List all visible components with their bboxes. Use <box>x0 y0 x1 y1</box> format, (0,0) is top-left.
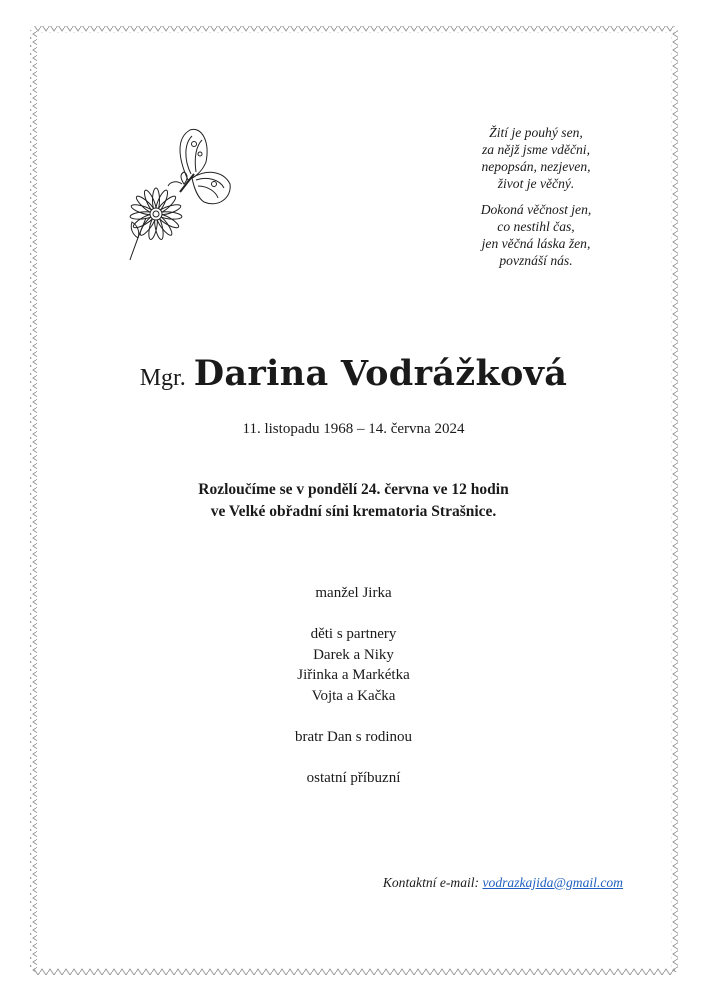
mourner-line: Jiřinka a Markétka <box>297 667 410 683</box>
poem-line: jen věčná láska žen, <box>481 236 591 251</box>
poem-line: Žití je pouhý sen, <box>489 125 583 140</box>
poem-stanza <box>440 124 632 192</box>
daisy-icon <box>130 188 182 260</box>
mourner-group <box>0 727 707 748</box>
mourner-line: bratr Dan s rodinou <box>294 728 413 745</box>
poem-line: Dokoná věčnost jen, <box>480 202 592 217</box>
ceremony-line: Rozloučíme se v pondělí 24. června ve 12 hodin <box>198 481 509 498</box>
poem-line: život je věčný. <box>497 176 575 191</box>
butterfly-daisy-illustration <box>118 122 240 264</box>
contact-email-link[interactable]: vodrazkajida@gmail.com <box>482 875 623 890</box>
poem-line: co nestihl čas, <box>497 219 575 234</box>
mourner-line: děti s partnery <box>310 626 397 642</box>
life-dates: 11. listopadu 1968 – 14. června 2024 <box>242 421 465 437</box>
ceremony-line: ve Velké obřadní síni krematoria Strašnice. <box>210 503 497 520</box>
poem-stanza <box>440 201 632 269</box>
contact-info <box>383 875 623 891</box>
mourner-group <box>0 624 707 706</box>
ceremony-info <box>0 479 707 523</box>
deceased-name: Darina Vodrážková <box>193 353 568 394</box>
mourner-group <box>0 768 707 789</box>
contact-label: Kontaktní e-mail: <box>382 875 480 890</box>
mourners-list <box>0 583 707 809</box>
mourner-line: Darek a Niky <box>313 646 394 663</box>
mourner-group <box>0 583 707 604</box>
mourner-line: manžel Jirka <box>315 585 392 601</box>
butterfly-icon <box>168 129 230 203</box>
poem <box>440 124 632 278</box>
poem-line: nepopsán, nezjeven, <box>481 159 591 174</box>
deceased-name-heading <box>0 353 707 394</box>
mourner-line: ostatní příbuzní <box>306 769 401 786</box>
mourner-line: Vojta a Kačka <box>311 687 396 704</box>
poem-line: za nějž jsme vděčni, <box>482 142 590 157</box>
academic-title: Mgr. <box>139 365 186 391</box>
poem-line: povznáší nás. <box>499 253 573 268</box>
